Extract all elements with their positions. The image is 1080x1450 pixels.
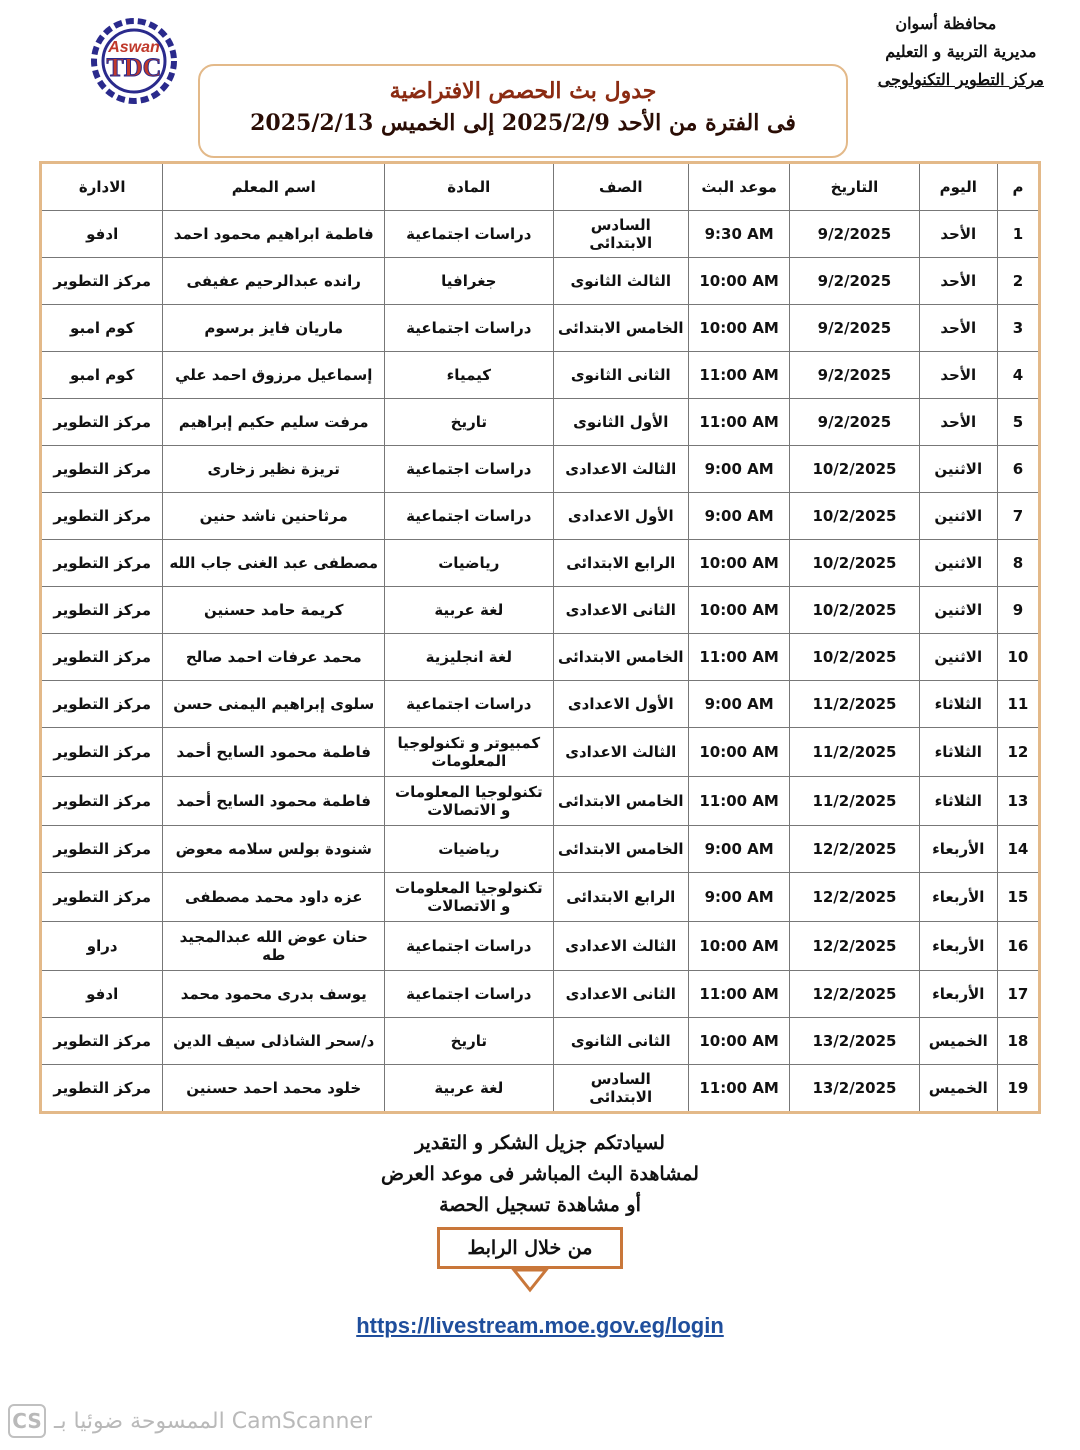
- cell-time: 9:00 AM: [688, 493, 789, 540]
- cell-admin: مركز التطوير: [41, 258, 163, 305]
- cell-subject: جغرافيا: [385, 258, 554, 305]
- cell-subject: تاريخ: [385, 1018, 554, 1065]
- cell-subject: لغة انجليزية: [385, 634, 554, 681]
- cell-num: 10: [997, 634, 1039, 681]
- title-main: جدول بث الحصص الافتراضية: [389, 78, 657, 104]
- cell-admin: ادفو: [41, 211, 163, 258]
- cell-grade: الأول الاعدادى: [553, 493, 688, 540]
- cell-subject: تكنولوجيا المعلومات و الاتصالات: [385, 873, 554, 922]
- cell-grade: الخامس الابتدائى: [553, 634, 688, 681]
- cell-subject: دراسات اجتماعية: [385, 681, 554, 728]
- cell-subject: دراسات اجتماعية: [385, 211, 554, 258]
- cell-teacher: مصطفى عبد الغنى جاب الله: [163, 540, 385, 587]
- cell-num: 12: [997, 728, 1039, 777]
- organization-header: [878, 10, 1044, 94]
- cell-day: الاثنين: [919, 634, 997, 681]
- cell-time: 9:00 AM: [688, 446, 789, 493]
- cell-num: 8: [997, 540, 1039, 587]
- cell-grade: الرابع الابتدائى: [553, 873, 688, 922]
- cell-date: 10/2/2025: [790, 540, 919, 587]
- cell-teacher: إسماعيل مرزوق احمد علي: [163, 352, 385, 399]
- cell-time: 10:00 AM: [688, 922, 789, 971]
- cell-grade: الأول الاعدادى: [553, 681, 688, 728]
- table-row: [41, 922, 1040, 971]
- cell-day: الثلاثاء: [919, 681, 997, 728]
- cell-teacher: تريزة نظير زخارى: [163, 446, 385, 493]
- cell-day: الأربعاء: [919, 922, 997, 971]
- cell-date: 9/2/2025: [790, 211, 919, 258]
- cell-date: 10/2/2025: [790, 446, 919, 493]
- cell-num: 15: [997, 873, 1039, 922]
- cell-admin: مركز التطوير: [41, 681, 163, 728]
- camscanner-badge: CS: [8, 1404, 46, 1438]
- cell-teacher: شنودة بولس سلامه معوض: [163, 826, 385, 873]
- table-row: [41, 352, 1040, 399]
- cell-subject: دراسات اجتماعية: [385, 446, 554, 493]
- cell-admin: مركز التطوير: [41, 587, 163, 634]
- header-num: م: [997, 163, 1039, 211]
- cell-teacher: يوسف بدرى محمود محمد: [163, 971, 385, 1018]
- title-box: [198, 64, 848, 158]
- cell-subject: دراسات اجتماعية: [385, 305, 554, 352]
- table-row: [41, 493, 1040, 540]
- cell-admin: مركز التطوير: [41, 634, 163, 681]
- cell-num: 3: [997, 305, 1039, 352]
- cell-admin: مركز التطوير: [41, 873, 163, 922]
- cell-subject: لغة عربية: [385, 587, 554, 634]
- cell-grade: الأول الثانوى: [553, 399, 688, 446]
- camscanner-text: الممسوحة ضوئيا بـ CamScanner: [54, 1408, 372, 1434]
- cell-time: 10:00 AM: [688, 305, 789, 352]
- thanks-line-1: لسيادتكم جزيل الشكر و التقدير: [415, 1132, 665, 1154]
- cell-date: 13/2/2025: [790, 1065, 919, 1113]
- cell-teacher: حنان عوض الله عبدالمجيد طه: [163, 922, 385, 971]
- cell-date: 12/2/2025: [790, 826, 919, 873]
- header-day: اليوم: [919, 163, 997, 211]
- cell-subject: لغة عربية: [385, 1065, 554, 1113]
- cell-teacher: فاطمة محمود السايح أحمد: [163, 777, 385, 826]
- table-row: [41, 399, 1040, 446]
- cell-admin: مركز التطوير: [41, 1018, 163, 1065]
- cell-subject: رياضيات: [385, 540, 554, 587]
- cell-admin: مركز التطوير: [41, 728, 163, 777]
- cell-time: 10:00 AM: [688, 728, 789, 777]
- cell-time: 10:00 AM: [688, 1018, 789, 1065]
- cell-time: 11:00 AM: [688, 777, 789, 826]
- cell-date: 10/2/2025: [790, 634, 919, 681]
- cell-num: 17: [997, 971, 1039, 1018]
- cell-teacher: ماريان فايز برسوم: [163, 305, 385, 352]
- cell-day: الأحد: [919, 258, 997, 305]
- cell-date: 9/2/2025: [790, 305, 919, 352]
- cell-date: 9/2/2025: [790, 258, 919, 305]
- cell-day: الأحد: [919, 399, 997, 446]
- cell-grade: الثانى الاعدادى: [553, 587, 688, 634]
- cell-admin: كوم امبو: [41, 352, 163, 399]
- cell-num: 16: [997, 922, 1039, 971]
- cell-num: 19: [997, 1065, 1039, 1113]
- table-body: [41, 211, 1040, 1113]
- cell-subject: دراسات اجتماعية: [385, 971, 554, 1018]
- cell-day: الاثنين: [919, 493, 997, 540]
- cell-grade: الثانى الثانوى: [553, 1018, 688, 1065]
- thanks-line-2: لمشاهدة البث المباشر فى موعد العرض: [381, 1163, 699, 1185]
- table-row: [41, 777, 1040, 826]
- cell-day: الثلاثاء: [919, 728, 997, 777]
- via-link-box: من خلال الرابط: [437, 1227, 623, 1269]
- cell-day: الأربعاء: [919, 873, 997, 922]
- cell-date: 12/2/2025: [790, 971, 919, 1018]
- org-governorate: محافظة أسوان: [895, 14, 997, 33]
- cell-admin: مركز التطوير: [41, 399, 163, 446]
- cell-date: 9/2/2025: [790, 399, 919, 446]
- cell-day: الأحد: [919, 352, 997, 399]
- cell-num: 7: [997, 493, 1039, 540]
- table-row: [41, 305, 1040, 352]
- cell-grade: الثانى الاعدادى: [553, 971, 688, 1018]
- cell-day: الأحد: [919, 211, 997, 258]
- cell-admin: مركز التطوير: [41, 446, 163, 493]
- cell-grade: الخامس الابتدائى: [553, 777, 688, 826]
- cell-teacher: رانده عبدالرحيم عفيفى: [163, 258, 385, 305]
- title-period: فى الفترة من الأحد 2025/2/9 إلى الخميس 2025/2/13: [250, 110, 796, 136]
- cell-num: 1: [997, 211, 1039, 258]
- org-center: مركز التطوير التكنولوجى: [877, 70, 1044, 89]
- cell-grade: الثانى الثانوى: [553, 352, 688, 399]
- cell-teacher: د/سحر الشاذلى سيف الدين: [163, 1018, 385, 1065]
- cell-date: 13/2/2025: [790, 1018, 919, 1065]
- cell-admin: مركز التطوير: [41, 1065, 163, 1113]
- cell-grade: الثالث الاعدادى: [553, 446, 688, 493]
- tdc-logo: [70, 18, 198, 104]
- cell-day: الاثنين: [919, 540, 997, 587]
- cell-subject: رياضيات: [385, 826, 554, 873]
- cell-admin: ادفو: [41, 971, 163, 1018]
- cell-date: 11/2/2025: [790, 681, 919, 728]
- cell-teacher: فاطمة محمود السايح أحمد: [163, 728, 385, 777]
- table-row: [41, 258, 1040, 305]
- cell-date: 12/2/2025: [790, 922, 919, 971]
- cell-teacher: مرثاحنين ناشد حنين: [163, 493, 385, 540]
- cell-date: 11/2/2025: [790, 728, 919, 777]
- cell-admin: مركز التطوير: [41, 826, 163, 873]
- cell-num: 2: [997, 258, 1039, 305]
- cell-teacher: عزه داود محمد مصطفى: [163, 873, 385, 922]
- header-admin: الادارة: [41, 163, 163, 211]
- logo-text-aswan: Aswan: [108, 39, 160, 56]
- cell-admin: كوم امبو: [41, 305, 163, 352]
- table-header-row: [41, 163, 1040, 211]
- header-date: التاريخ: [790, 163, 919, 211]
- cell-num: 9: [997, 587, 1039, 634]
- cell-subject: كيمياء: [385, 352, 554, 399]
- cell-time: 9:00 AM: [688, 873, 789, 922]
- cell-num: 13: [997, 777, 1039, 826]
- cell-num: 4: [997, 352, 1039, 399]
- cell-teacher: خلود محمد احمد حسنين: [163, 1065, 385, 1113]
- cell-subject: تكنولوجيا المعلومات و الاتصالات: [385, 777, 554, 826]
- cell-date: 10/2/2025: [790, 493, 919, 540]
- cell-time: 11:00 AM: [688, 399, 789, 446]
- cell-num: 6: [997, 446, 1039, 493]
- cell-time: 9:30 AM: [688, 211, 789, 258]
- table-row: [41, 1018, 1040, 1065]
- cell-teacher: سلوى إبراهيم اليمنى حسن: [163, 681, 385, 728]
- cell-day: الخميس: [919, 1065, 997, 1113]
- header-teacher: اسم المعلم: [163, 163, 385, 211]
- cell-subject: دراسات اجتماعية: [385, 493, 554, 540]
- cell-teacher: فاطمة ابراهيم محمود احمد: [163, 211, 385, 258]
- cell-date: 12/2/2025: [790, 873, 919, 922]
- cell-teacher: محمد عرفات احمد صالح: [163, 634, 385, 681]
- table-row: [41, 634, 1040, 681]
- schedule-table: [39, 161, 1041, 1114]
- cell-grade: السادس الابتدائى: [553, 211, 688, 258]
- cell-num: 5: [997, 399, 1039, 446]
- logo-text-tdc: TDC: [106, 53, 162, 82]
- cell-num: 18: [997, 1018, 1039, 1065]
- table-row: [41, 873, 1040, 922]
- cell-num: 14: [997, 826, 1039, 873]
- cell-date: 11/2/2025: [790, 777, 919, 826]
- camscanner-watermark: [8, 1404, 372, 1438]
- header-grade: الصف: [553, 163, 688, 211]
- cell-grade: السادس الابتدائى: [553, 1065, 688, 1113]
- cell-day: الأربعاء: [919, 971, 997, 1018]
- cell-time: 11:00 AM: [688, 1065, 789, 1113]
- table-row: [41, 587, 1040, 634]
- cell-day: الخميس: [919, 1018, 997, 1065]
- arrow-down-icon: [510, 1268, 550, 1294]
- cell-day: الاثنين: [919, 446, 997, 493]
- cell-grade: الرابع الابتدائى: [553, 540, 688, 587]
- thanks-message: [0, 1128, 1080, 1221]
- thanks-line-3: أو مشاهدة تسجيل الحصة: [439, 1194, 641, 1216]
- cell-admin: دراو: [41, 922, 163, 971]
- cell-day: الأربعاء: [919, 826, 997, 873]
- cell-time: 9:00 AM: [688, 681, 789, 728]
- cell-admin: مركز التطوير: [41, 540, 163, 587]
- cell-time: 10:00 AM: [688, 587, 789, 634]
- header-time: موعد البث: [688, 163, 789, 211]
- cell-time: 10:00 AM: [688, 540, 789, 587]
- livestream-link[interactable]: https://livestream.moe.gov.eg/login: [356, 1313, 724, 1338]
- table-row: [41, 971, 1040, 1018]
- cell-admin: مركز التطوير: [41, 493, 163, 540]
- table-row: [41, 826, 1040, 873]
- cell-subject: تاريخ: [385, 399, 554, 446]
- cell-time: 11:00 AM: [688, 352, 789, 399]
- cell-subject: دراسات اجتماعية: [385, 922, 554, 971]
- table-row: [41, 728, 1040, 777]
- cell-time: 10:00 AM: [688, 258, 789, 305]
- cell-day: الاثنين: [919, 587, 997, 634]
- cell-grade: الخامس الابتدائى: [553, 305, 688, 352]
- cell-time: 11:00 AM: [688, 634, 789, 681]
- table-row: [41, 211, 1040, 258]
- cell-date: 9/2/2025: [790, 352, 919, 399]
- cell-teacher: كريمة حامد حسنين: [163, 587, 385, 634]
- cell-grade: الثالث الثانوى: [553, 258, 688, 305]
- table-row: [41, 681, 1040, 728]
- table-row: [41, 446, 1040, 493]
- cell-subject: كمبيوتر و تكنولوجيا المعلومات: [385, 728, 554, 777]
- cell-admin: مركز التطوير: [41, 777, 163, 826]
- cell-date: 10/2/2025: [790, 587, 919, 634]
- header-subject: المادة: [385, 163, 554, 211]
- cell-time: 9:00 AM: [688, 826, 789, 873]
- table-row: [41, 540, 1040, 587]
- cell-num: 11: [997, 681, 1039, 728]
- cell-day: الأحد: [919, 305, 997, 352]
- cell-grade: الخامس الابتدائى: [553, 826, 688, 873]
- cell-grade: الثالث الاعدادى: [553, 922, 688, 971]
- cell-teacher: مرفت سليم حكيم إبراهيم: [163, 399, 385, 446]
- cell-day: الثلاثاء: [919, 777, 997, 826]
- table-row: [41, 1065, 1040, 1113]
- cell-grade: الثالث الاعدادى: [553, 728, 688, 777]
- org-directorate: مديرية التربية و التعليم: [885, 42, 1037, 61]
- cell-time: 11:00 AM: [688, 971, 789, 1018]
